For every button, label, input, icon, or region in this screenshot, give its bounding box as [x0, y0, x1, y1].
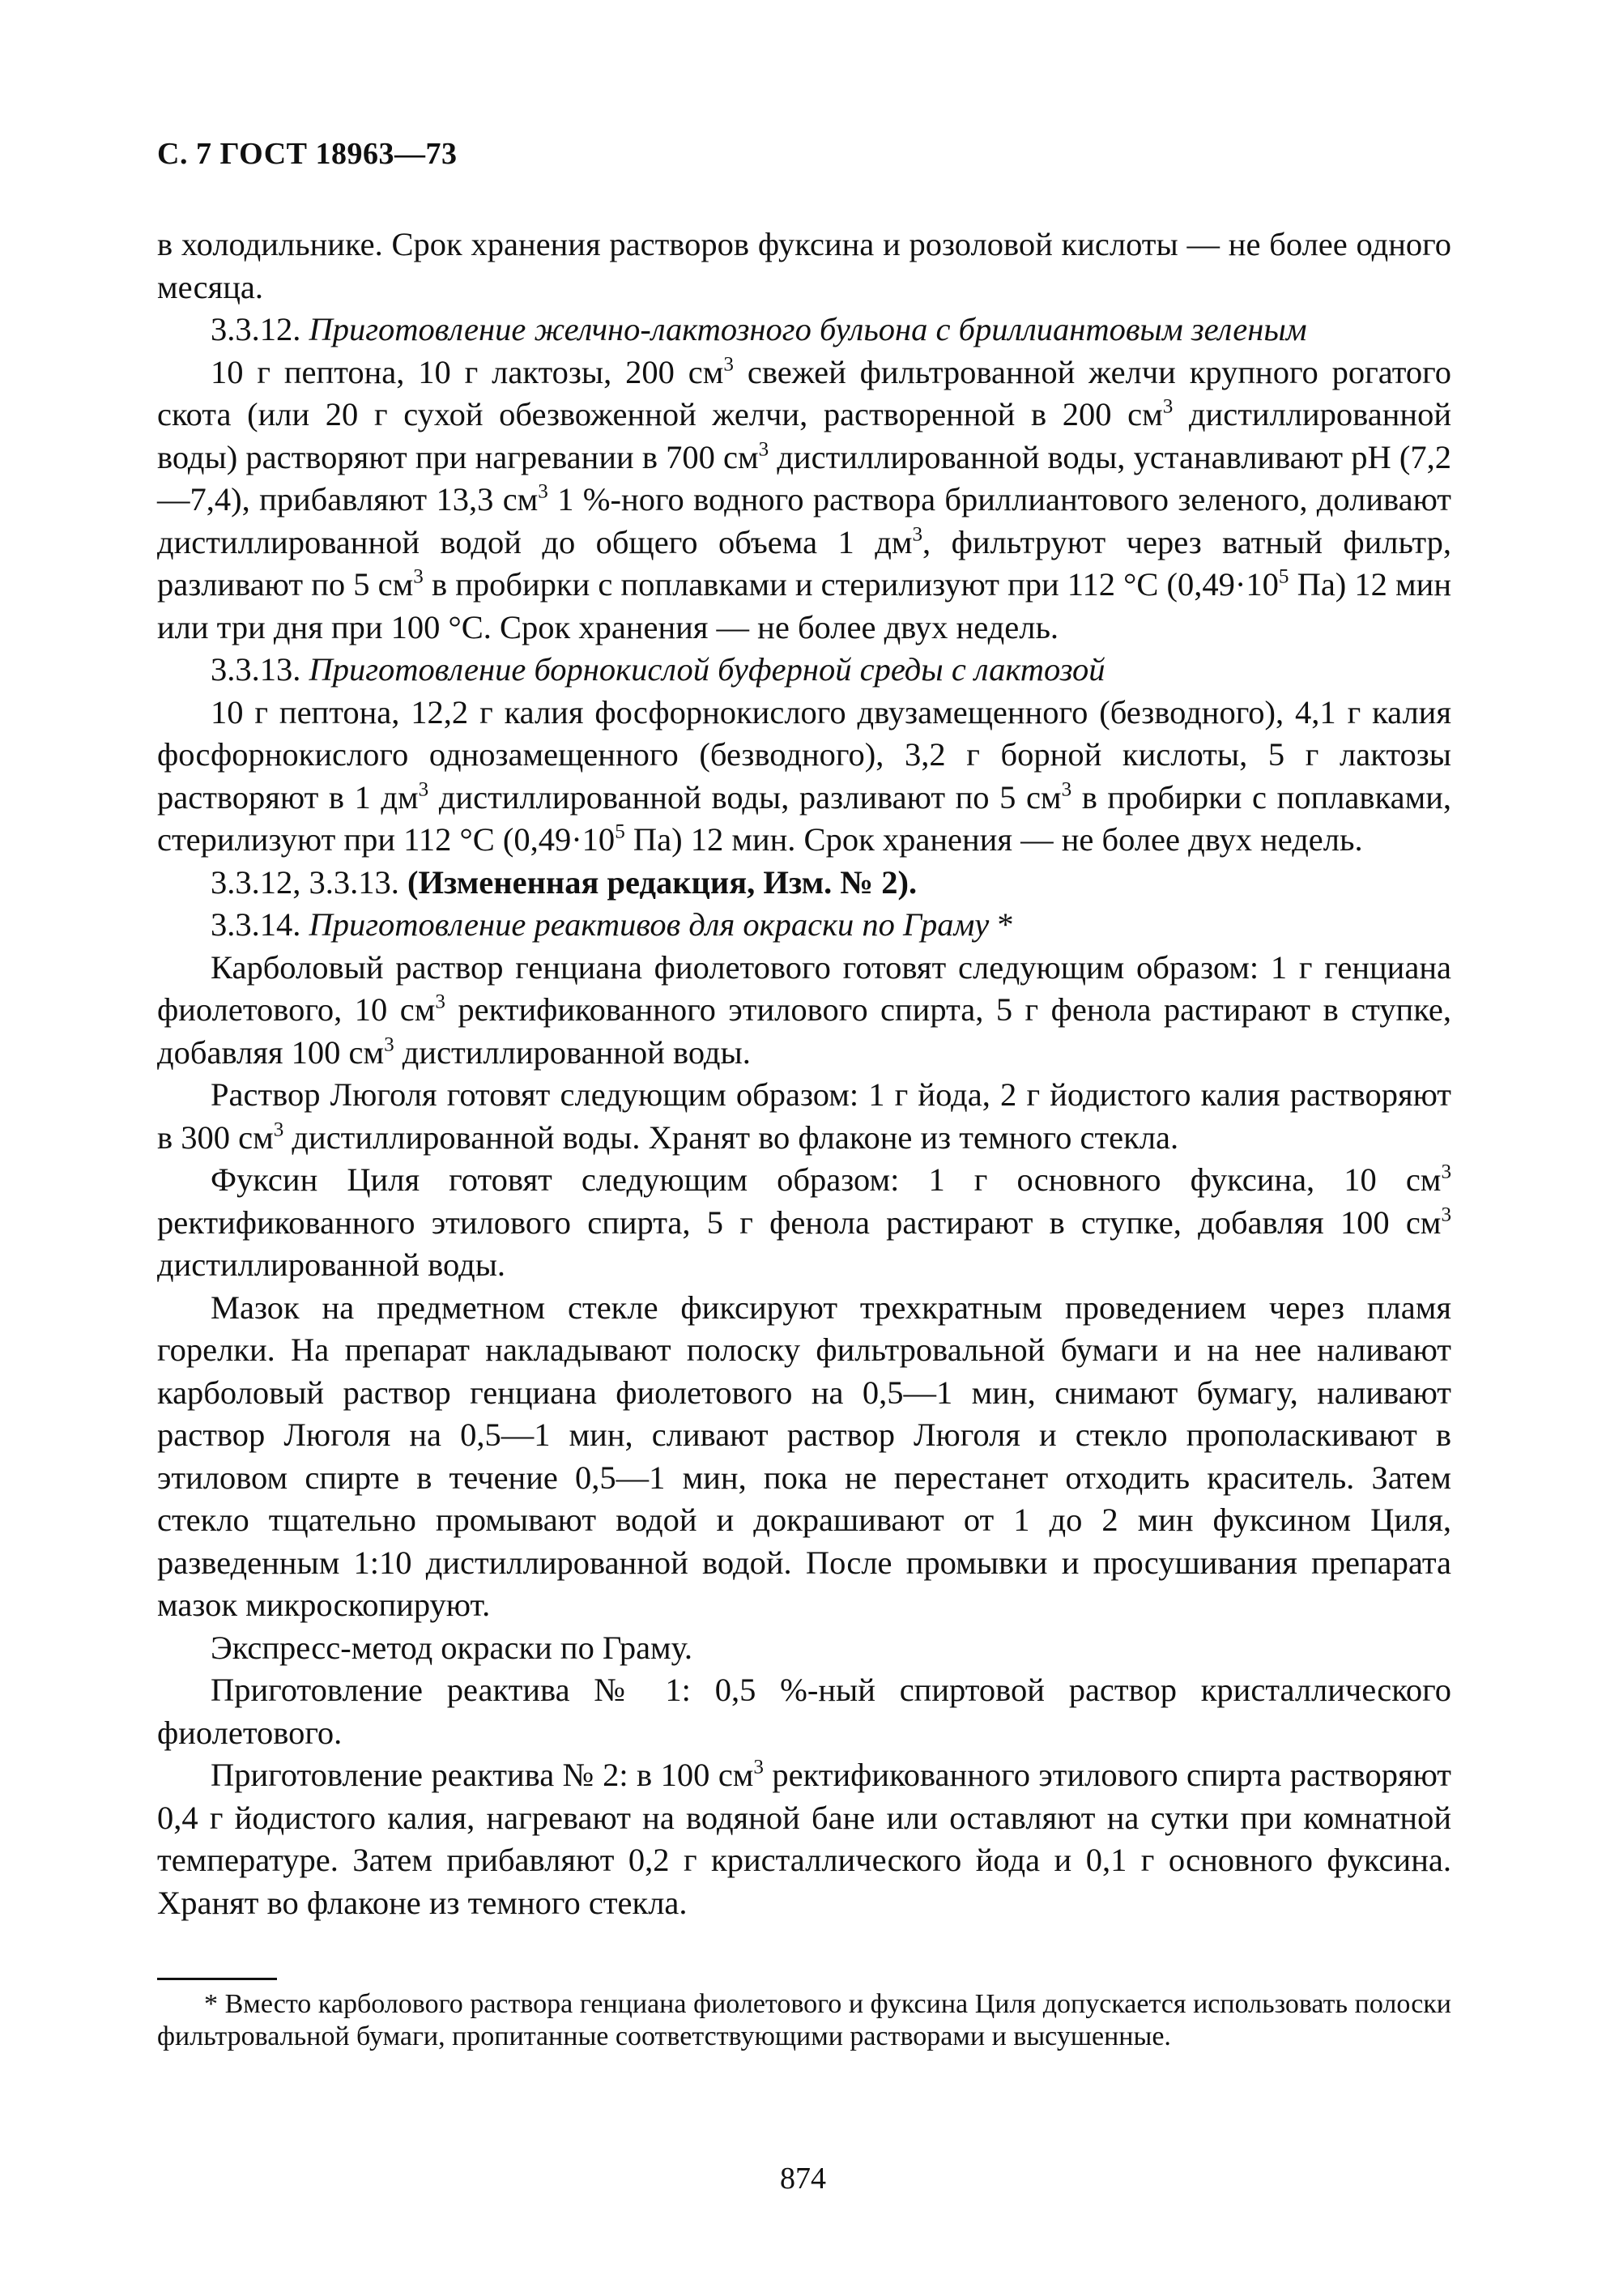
superscript: 5 — [1278, 565, 1289, 588]
superscript: 3 — [723, 352, 734, 375]
superscript: 3 — [912, 522, 923, 545]
paragraph-text: Приготовление реактива № 1: 0,5 %-ный спиртовой раствор кристаллического фиолетового. — [157, 1672, 1451, 1751]
superscript: 3 — [1441, 1203, 1451, 1225]
superscript: 3 — [753, 1756, 764, 1778]
text-run: дистиллированной воды. — [394, 1033, 751, 1071]
text-run: ректификованного этилового спирта растворяют 0,4 г йодистого калия, нагревают на водяной бане или оставляют на сутки при комнатной температуре. Затем прибавляют 0,2 г кристаллического йода и 0,1 г основного фуксина. Хранят во флаконе из темного стекла. — [157, 1757, 1451, 1921]
text-run: дистиллированной воды. — [157, 1246, 506, 1283]
text-run: дистиллированной воды, устанавливают pH (7,2—7,4), прибавляют 13,3 см — [157, 438, 1451, 518]
paragraph — [157, 351, 1451, 650]
section-number: 3.3.12, 3.3.13. — [211, 863, 399, 901]
paragraph-text: Мазок на предметном стекле фиксируют трехкратным проведением через пламя горелки. На препарат накладывают полоску фильтровальной бумаги и на нее наливают карболовый раствор генциана фиолетового на 0,5—1 мин, снимают бумагу, наливают раствор Люголя на 0,5—1 мин, сливают раствор Люголя и стекло прополаскивают в этиловом спирте в течение 0,5—1 мин, пока не перестанет отходить краситель. Затем стекло тщательно промывают водой и докрашивают от 1 до 2 мин фуксином Циля, разведенным 1:10 дистиллированной водой. После промывки и просушивания препарата мазок микроскопируют. — [157, 1289, 1451, 1623]
paragraph — [157, 1669, 1451, 1754]
paragraph — [157, 224, 1451, 309]
document-body — [157, 224, 1451, 1924]
text-run: Карболовый раствор генциана фиолетового готовят следующим образом: 1 г генциана фиолетового, 10 см — [157, 948, 1451, 1028]
paragraph — [157, 1754, 1451, 1924]
text-run: Приготовление реактива № 2: в 100 см — [211, 1757, 754, 1793]
text-run: Раствор Люголя готовят следующим образом: 1 г йода, 2 г йодистого калия растворяют в 300 см — [157, 1076, 1451, 1156]
text-run: 10 г пептона, 10 г лактозы, 200 см — [211, 353, 724, 390]
superscript: 5 — [615, 820, 625, 843]
page-header: С. 7 ГОСТ 18963—73 — [157, 137, 458, 171]
text-run: свежей фильтрованной желчи крупного рогатого скота (или 20 г сухой обезвоженной желчи, растворенной в 200 см — [157, 353, 1451, 432]
superscript: 3 — [435, 990, 445, 1013]
text-run: ректификованного этилового спирта, 5 г фенола растирают в ступке, добавляя 100 см — [157, 1203, 1442, 1241]
paragraph — [157, 692, 1451, 862]
paragraph — [157, 1159, 1451, 1287]
footnote — [157, 1988, 1451, 2053]
text-run: Па) 12 мин. Срок хранения — не более двух недель. — [624, 821, 1363, 858]
paragraph — [157, 1627, 1451, 1670]
paragraph-text: в холодильнике. Срок хранения растворов фуксина и розоловой кислоты — не более одного месяца. — [157, 226, 1451, 305]
superscript: 3 — [384, 1033, 394, 1055]
paragraph-text: Экспресс-метод окраски по Граму. — [211, 1629, 693, 1666]
superscript: 3 — [418, 777, 429, 800]
superscript: 3 — [1441, 1161, 1451, 1183]
text-run: Па) 12 мин или три дня при 100 °С. Срок хранения — не более двух недель. — [157, 566, 1452, 645]
superscript: 3 — [1061, 777, 1072, 800]
paragraph — [157, 947, 1451, 1075]
text-run: в пробирки с поплавками, стерилизуют при 112 °С (0,49·10 — [157, 778, 1451, 858]
paragraph — [157, 1074, 1451, 1159]
section-number: 3.3.12. — [211, 311, 301, 347]
amendment-label: (Измененная редакция, Изм. № 2). — [407, 863, 918, 901]
text-run: 1 %-ного водного раствора бриллиантового зеленого, доливают дистиллированной водой до общего объема 1 дм — [157, 481, 1451, 560]
footnote-marker: * — [989, 906, 1014, 943]
superscript: 3 — [1162, 395, 1174, 418]
section-title: Приготовление реактивов для окраски по Граму — [309, 906, 990, 943]
section-title: Приготовление борнокислой буферной среды с лактозой — [309, 651, 1105, 688]
superscript: 3 — [538, 480, 548, 503]
text-run: дистиллированной воды) растворяют при нагревании в 700 см — [157, 396, 1451, 475]
superscript: 3 — [758, 437, 769, 460]
section-title: Приготовление желчно-лактозного бульона с бриллиантовым зеленым — [309, 311, 1307, 347]
page-number: 874 — [780, 2162, 826, 2196]
section-number: 3.3.13. — [211, 651, 301, 688]
section-number: 3.3.14. — [211, 906, 301, 943]
text-run: 10 г пептона, 12,2 г калия фосфорнокислого двузамещенного (безводного), 4,1 г калия фосфорнокислого однозамещенного (безводного), 3,2 г борной кислоты, 5 г лактозы растворяют в 1 дм — [157, 693, 1451, 816]
footnote-divider — [157, 1978, 277, 1980]
text-run: дистиллированной воды. Хранят во флаконе из темного стекла. — [283, 1118, 1179, 1156]
text-run: в пробирки с поплавками и стерилизуют при 112 °С (0,49·10 — [423, 566, 1279, 603]
text-run: , фильтруют через ватный фильтр, разливают по 5 см — [157, 523, 1451, 603]
section-heading — [157, 649, 1451, 692]
superscript: 3 — [413, 565, 424, 588]
paragraph — [157, 1287, 1451, 1627]
section-heading — [157, 309, 1451, 351]
section-heading — [157, 904, 1451, 947]
text-run: дистиллированной воды, разливают по 5 см — [428, 778, 1062, 816]
amendment-note — [157, 862, 1451, 905]
text-run: ректификованного этилового спирта, 5 г фенола растирают в ступке, добавляя 100 см — [157, 991, 1452, 1071]
superscript: 3 — [273, 1118, 284, 1140]
footnote-text: * Вместо карболового раствора генциана фиолетового и фуксина Циля допускается использовать полоски фильтровальной бумаги, пропитанные соответствующими растворами и высушенные. — [157, 1989, 1451, 2051]
text-run: Фуксин Циля готовят следующим образом: 1 г основного фуксина, 10 см — [211, 1161, 1442, 1198]
